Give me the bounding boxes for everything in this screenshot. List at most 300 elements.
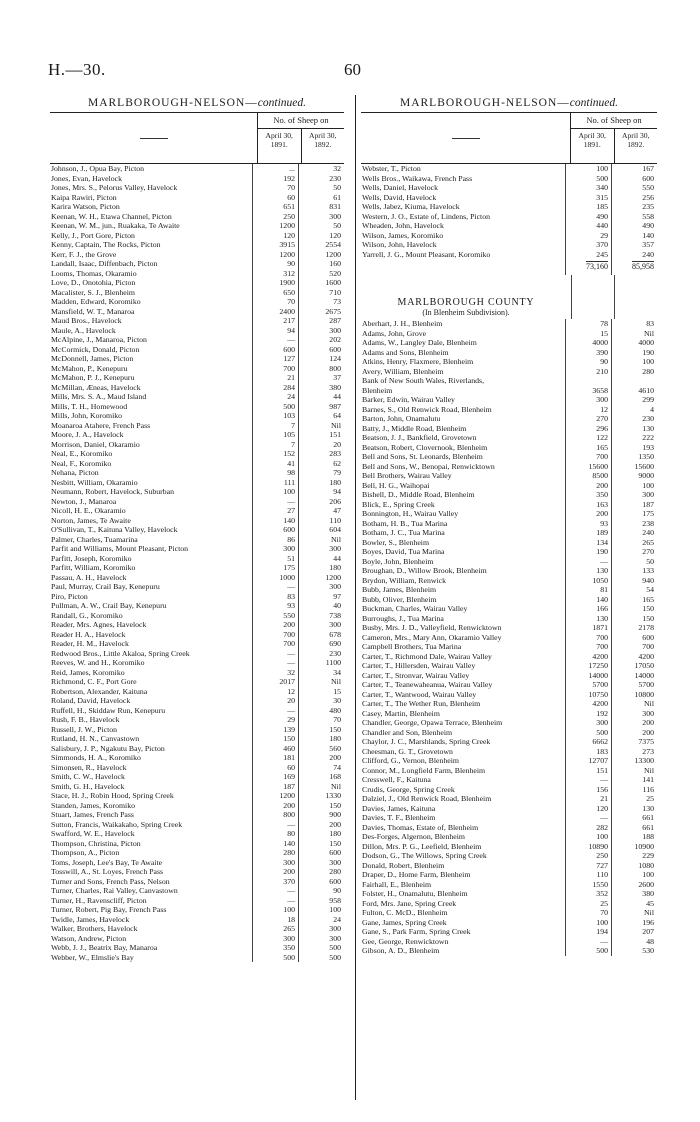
sheep-1891: 800 <box>253 810 299 820</box>
table-row <box>361 231 657 241</box>
sheep-1891: 7 <box>253 440 299 450</box>
sheep-1891: 12 <box>566 405 612 415</box>
table-row <box>361 443 657 453</box>
left-year-1891: April 30, 1891. <box>265 131 293 149</box>
sheep-1892: Nil <box>644 699 654 708</box>
table-row <box>361 661 657 671</box>
sheep-1892: 34 <box>333 667 341 677</box>
sheep-1892: 48 <box>646 936 654 946</box>
sheep-1891: 300 <box>566 718 612 728</box>
owner-name: Barker, Edwin, Wairau Valley <box>361 395 566 405</box>
table-row <box>361 680 657 690</box>
table-row <box>50 364 344 374</box>
sheep-1891: 70 <box>253 183 299 193</box>
sheep-1892: 140 <box>642 230 654 240</box>
table-row <box>50 316 344 326</box>
sheep-1891: 200 <box>253 867 299 877</box>
sheep-1892: Nil <box>331 534 341 544</box>
sheep-1891: 15 <box>566 329 612 339</box>
sheep-1891: 110 <box>566 870 612 880</box>
owner-name: Aberhart, J. H., Blenheim <box>361 319 566 329</box>
sheep-1892: 4610 <box>638 385 654 395</box>
table-row <box>361 937 657 947</box>
owner-name: Adams, W., Langley Dale, Blenheim <box>361 338 566 348</box>
sheep-1892: 207 <box>642 927 654 936</box>
table-row <box>50 278 344 288</box>
table-row <box>50 269 344 279</box>
owner-name: Maud Bros., Havelock <box>50 316 253 326</box>
owner-name: Norton, James, Te Awaite <box>50 516 253 526</box>
sheep-1892: 240 <box>642 249 654 259</box>
sheep-1892: 900 <box>329 810 341 819</box>
table-row <box>361 386 657 396</box>
sheep-1891: 139 <box>253 725 299 735</box>
table-row <box>361 642 657 652</box>
table-row <box>50 953 344 963</box>
owner-name: Tosswill, A., St. Loyes, French Pass <box>50 867 253 877</box>
owner-name: Reader, H. M., Havelock <box>50 639 253 649</box>
sheep-1891: 140 <box>566 595 612 605</box>
table-row <box>50 839 344 849</box>
sheep-1891: 80 <box>253 829 299 839</box>
table-row <box>50 668 344 678</box>
right-table-body-county <box>361 319 657 956</box>
table-row <box>361 424 657 434</box>
table-row <box>50 288 344 298</box>
table-row <box>50 421 344 431</box>
table-row <box>361 528 657 538</box>
table-row <box>361 338 657 348</box>
sheep-1892: 50 <box>333 221 341 230</box>
owner-name: Mills, Mrs. S. A., Maud Island <box>50 392 253 402</box>
table-row <box>361 183 657 193</box>
owner-name: Yarrell, J. G., Mount Pleasant, Koromiko <box>361 250 566 260</box>
owner-name: Simonsen, R., Havelock <box>50 763 253 773</box>
sheep-1892: 273 <box>642 746 654 756</box>
sheep-1891: 122 <box>566 433 612 443</box>
left-year-1892: April 30, 1892. <box>301 129 345 163</box>
owner-name: Busby, Mrs. J. D., Valleyfield, Renwicktown <box>361 623 566 633</box>
sheep-1892: 558 <box>642 211 654 221</box>
sheep-1892: 4200 <box>638 651 654 661</box>
sheep-1892: 74 <box>333 762 341 772</box>
sheep-1892: 380 <box>329 382 341 392</box>
table-row <box>361 633 657 643</box>
table-row <box>50 725 344 735</box>
table-row <box>361 604 657 614</box>
sheep-1891: 1871 <box>566 623 612 633</box>
sheep-1892: 50 <box>333 183 341 192</box>
sheep-1891: 700 <box>566 642 612 652</box>
sheep-1892: 600 <box>642 632 654 642</box>
sheep-1892: 150 <box>329 838 341 848</box>
sheep-1891: 105 <box>253 430 299 440</box>
owner-name: Salisbury, J. P., Ngakutu Bay, Picton <box>50 744 253 754</box>
owner-name: Robertson, Alexander, Kaituna <box>50 687 253 697</box>
sheep-1891: 350 <box>253 943 299 953</box>
owner-name: Smith, G. H., Havelock <box>50 782 253 792</box>
owner-name: Thompson, A., Picton <box>50 848 253 858</box>
sheep-1892: 500 <box>329 952 341 962</box>
table-row <box>361 212 657 222</box>
sheep-1892: 100 <box>642 357 654 366</box>
table-row <box>50 611 344 621</box>
sheep-1892: 90 <box>333 886 341 895</box>
sheep-1891: 700 <box>253 639 299 649</box>
sheep-1892: 150 <box>329 800 341 810</box>
table-row <box>361 794 657 804</box>
owner-name: Buckman, Charles, Wairau Valley <box>361 604 566 614</box>
owner-name: Beatson, Robert, Clovernook, Blenheim <box>361 443 566 453</box>
owner-name: Mansfield, W. T., Manaroa <box>50 307 253 317</box>
right-section-title: MARLBOROUGH-NELSON—continued. <box>399 97 618 109</box>
right-title-suffix: continued. <box>569 97 618 109</box>
owner-name: Gee, George, Renwicktown <box>361 937 566 947</box>
table-row <box>361 652 657 662</box>
sheep-1891: 175 <box>253 563 299 573</box>
table-row <box>50 554 344 564</box>
owner-name: Wilson, James, Koromiko <box>361 231 566 241</box>
sheep-1892: 70 <box>333 715 341 724</box>
sheep-1891: 370 <box>566 240 612 250</box>
owner-name: Carter, T., Stronvar, Wairau Valley <box>361 671 566 681</box>
owner-name: Avery, William, Blenheim <box>361 367 566 377</box>
total-1891: 73,160 <box>586 262 608 271</box>
owner-name: Gane, James, Spring Creek <box>361 918 566 928</box>
table-row <box>50 858 344 868</box>
sheep-1892: 600 <box>329 344 341 354</box>
sheep-1891: 1050 <box>566 576 612 586</box>
sheep-1892: 710 <box>329 287 341 297</box>
sheep-1891: 1200 <box>253 221 299 231</box>
owner-name: Nicoll, H. E., Okaramio <box>50 506 253 516</box>
sheep-1892: 7375 <box>638 737 654 746</box>
owner-name: McDonnell, James, Picton <box>50 354 253 364</box>
sheep-1891: — <box>253 582 299 592</box>
sheep-1891: 15600 <box>566 462 612 472</box>
owner-name: Swafford, W. E., Havelock <box>50 829 253 839</box>
sheep-1891: 250 <box>253 212 299 222</box>
table-row <box>361 547 657 557</box>
owner-name: Parfitt, Joseph, Koromiko <box>50 554 253 564</box>
sheep-1891: 200 <box>566 481 612 491</box>
sheep-1892: 604 <box>329 525 341 534</box>
sheep-1892: 20 <box>333 439 341 449</box>
table-row <box>50 896 344 906</box>
table-row <box>50 544 344 554</box>
table-row <box>50 354 344 364</box>
sheep-1891: 4200 <box>566 652 612 662</box>
sheep-1892: 530 <box>642 946 654 955</box>
sheep-1892: 1080 <box>638 860 654 870</box>
owner-name: Adams and Sons, Blenheim <box>361 348 566 358</box>
owner-name: Karira Watson, Picton <box>50 202 253 212</box>
sheep-1892: Nil <box>331 420 341 430</box>
table-row <box>361 690 657 700</box>
table-row <box>361 832 657 842</box>
table-row <box>361 842 657 852</box>
owner-name: Chaylor, J. C., Marshlands, Spring Creek <box>361 737 566 747</box>
table-row <box>50 497 344 507</box>
owner-name: Carter, T., Richmond Dale, Wairau Valley <box>361 652 566 662</box>
sheep-1892: 79 <box>333 468 341 477</box>
table-row <box>361 376 657 386</box>
sheep-1892: 62 <box>333 458 341 468</box>
sheep-1891: 166 <box>566 604 612 614</box>
sheep-1892: 300 <box>329 582 341 591</box>
sheep-1892: 94 <box>333 487 341 496</box>
sheep-1891: 90 <box>253 259 299 269</box>
sheep-1892: 560 <box>329 743 341 753</box>
owner-name: McMahon, P. J., Kenepuru <box>50 373 253 383</box>
sheep-1892: 700 <box>642 642 654 651</box>
table-row <box>361 927 657 937</box>
owner-name: Macalister, S. J., Blenheim <box>50 288 253 298</box>
table-row <box>50 573 344 583</box>
sheep-1892: 2178 <box>638 623 654 632</box>
table-row <box>50 373 344 383</box>
table-row <box>50 449 344 459</box>
owner-name: Nehana, Picton <box>50 468 253 478</box>
owner-name: Turner and Sons, French Pass, Nelson <box>50 877 253 887</box>
sheep-1892: 490 <box>642 221 654 230</box>
owner-name: Barnes, S., Old Renwick Road, Blenheim <box>361 405 566 415</box>
table-row <box>361 557 657 567</box>
sheep-1892: 480 <box>329 705 341 715</box>
owner-name: Keenan, W. H., Etawa Channel, Picton <box>50 212 253 222</box>
sheep-1892: 45 <box>646 898 654 908</box>
owner-name: O'Sullivan, T., Kaituna Valley, Havelock <box>50 525 253 535</box>
table-row <box>361 595 657 605</box>
owner-name: Keenan, W. M., jun., Ruakaka, Te Awaite <box>50 221 253 231</box>
owner-name: Bell, H. G., Waihopai <box>361 481 566 491</box>
table-row <box>361 623 657 633</box>
table-row <box>361 452 657 462</box>
table-row <box>361 367 657 377</box>
table-row <box>50 658 344 668</box>
owner-name: Russell, J. W., Picton <box>50 725 253 735</box>
sheep-1892: 193 <box>642 442 654 452</box>
sheep-1891: 194 <box>566 927 612 937</box>
table-row <box>50 782 344 792</box>
owner-name: Smith, C. W., Havelock <box>50 772 253 782</box>
sheep-1892: 300 <box>329 924 341 933</box>
table-row <box>50 345 344 355</box>
owner-name: McCormick, Donald, Picton <box>50 345 253 355</box>
sheep-1891: 190 <box>566 547 612 557</box>
table-row <box>50 563 344 573</box>
owner-name: Bell and Sons, W., Benopai, Renwicktown <box>361 462 566 472</box>
table-row <box>50 164 344 174</box>
owner-name: Botham, J. C., Tua Marina <box>361 528 566 538</box>
owner-name: Paul, Murray, Crail Bay, Kenepuru <box>50 582 253 592</box>
table-row <box>50 829 344 839</box>
table-row <box>361 405 657 415</box>
sheep-1891: — <box>253 896 299 906</box>
owner-name: McAlpine, J., Manaroa, Picton <box>50 335 253 345</box>
sheep-1892: 15 <box>333 686 341 696</box>
table-row <box>50 193 344 203</box>
table-row <box>50 231 344 241</box>
sheep-1891: — <box>253 658 299 668</box>
owner-name: Bank of New South Wales, Riverlands, <box>361 376 566 386</box>
table-row <box>50 763 344 773</box>
table-row <box>361 490 657 500</box>
owner-name: Fairhall, E., Blenheim <box>361 880 566 890</box>
sheep-1891: 189 <box>566 528 612 538</box>
owner-name: Broughan, D., Willow Brook, Blenheim <box>361 566 566 576</box>
table-row <box>361 728 657 738</box>
table-row <box>50 383 344 393</box>
sheep-1892: 230 <box>642 414 654 423</box>
sheep-1891: — <box>566 775 612 785</box>
owner-name: Davies, James, Kaituna <box>361 804 566 814</box>
sheep-1892: Nil <box>644 765 654 775</box>
sheep-1892: 83 <box>646 319 654 328</box>
total-1892: 85,958 <box>632 262 654 271</box>
table-row <box>50 487 344 497</box>
table-row <box>361 566 657 576</box>
owner-name: Wells, Daniel, Havelock <box>361 183 566 193</box>
sheep-1892: 206 <box>329 496 341 506</box>
sheep-1891: 103 <box>253 411 299 421</box>
owner-name: Moore, J. A., Havelock <box>50 430 253 440</box>
sheep-1891: — <box>566 557 612 567</box>
sheep-1891: — <box>253 335 299 345</box>
sheep-1891: 156 <box>566 785 612 795</box>
owner-name: Chandler, George, Opawa Terrace, Blenheim <box>361 718 566 728</box>
sheep-1892: 230 <box>329 173 341 183</box>
sheep-1892: 690 <box>329 639 341 648</box>
owner-name: Watson, Andrew, Picton <box>50 934 253 944</box>
sheep-1891: 217 <box>253 316 299 326</box>
sheep-1892: 180 <box>329 563 341 572</box>
sheep-1891: 1000 <box>253 573 299 583</box>
owner-name: Carter, T., The Wether Run, Blenheim <box>361 699 566 709</box>
sheep-1891 <box>566 376 612 386</box>
left-section-title: MARLBOROUGH-NELSON—continued. <box>87 97 306 109</box>
table-row <box>361 756 657 766</box>
table-row <box>50 468 344 478</box>
sheep-1892: 180 <box>329 734 341 743</box>
table-row <box>50 772 344 782</box>
left-title-text: MARLBOROUGH-NELSON <box>87 97 246 109</box>
sheep-1892: 280 <box>329 867 341 876</box>
owner-name: Reid, James, Koromiko <box>50 668 253 678</box>
sheep-1892: 1600 <box>325 278 341 287</box>
owner-name: Turner, Charles, Rai Valley, Canvastown <box>50 886 253 896</box>
table-row <box>361 471 657 481</box>
left-column <box>50 95 344 962</box>
table-row <box>361 481 657 491</box>
owner-name: Wells, David, Havelock <box>361 193 566 203</box>
sheep-1891: 12707 <box>566 756 612 766</box>
sheep-1892: 240 <box>642 528 654 537</box>
sheep-1891: 183 <box>566 747 612 757</box>
sheep-1891: 6662 <box>566 737 612 747</box>
sheep-1892: 64 <box>333 411 341 420</box>
owner-name: Jones, Evan, Havelock <box>50 174 253 184</box>
sheep-1891: — <box>253 820 299 830</box>
sheep-1891: 312 <box>253 269 299 279</box>
sheep-1892: 300 <box>329 933 341 943</box>
sheep-1892: 14000 <box>634 670 654 680</box>
table-row <box>50 250 344 260</box>
sheep-1892: Nil <box>331 677 341 686</box>
right-table-body-top <box>361 164 657 259</box>
sheep-1891: 200 <box>566 509 612 519</box>
sheep-1892: 175 <box>642 509 654 518</box>
sheep-1891: 3658 <box>566 386 612 396</box>
sheep-1892: 299 <box>642 395 654 404</box>
table-row <box>361 908 657 918</box>
sheep-1891: 100 <box>566 918 612 928</box>
sheep-1892: 120 <box>329 230 341 240</box>
sheep-1892: 168 <box>329 772 341 781</box>
sheep-1892: 116 <box>642 784 654 794</box>
owner-name: Rutland, H. N., Canvastown <box>50 734 253 744</box>
sheep-1891: 192 <box>253 174 299 184</box>
sheep-1891: 210 <box>566 367 612 377</box>
sheep-1891: 17250 <box>566 661 612 671</box>
sheep-1891: 130 <box>566 614 612 624</box>
sheep-1891: 727 <box>566 861 612 871</box>
sheep-1892: 550 <box>642 183 654 192</box>
sheep-1891: 32 <box>253 668 299 678</box>
sheep-1892: 661 <box>642 822 654 832</box>
table-row <box>361 747 657 757</box>
table-row <box>50 934 344 944</box>
table-row <box>361 851 657 861</box>
sheep-1891: 150 <box>253 734 299 744</box>
table-row <box>361 861 657 871</box>
sheep-1891: 284 <box>253 383 299 393</box>
table-row <box>50 649 344 659</box>
sheep-1892: 180 <box>329 829 341 838</box>
owner-name: Moanaroa Atahere, French Pass <box>50 421 253 431</box>
sheep-1892: 61 <box>333 192 341 202</box>
owner-name: Beatson, J. J., Bankfield, Grovetown <box>361 433 566 443</box>
owner-name: Boyes, David, Tua Marina <box>361 547 566 557</box>
sheep-1892: 44 <box>333 553 341 563</box>
sheep-1891: 245 <box>566 250 612 260</box>
table-row <box>361 576 657 586</box>
table-row <box>361 519 657 529</box>
sheep-1891: — <box>253 649 299 659</box>
sheep-1892: 300 <box>642 490 654 499</box>
sheep-1892: 200 <box>642 718 654 727</box>
left-name-header <box>50 113 258 163</box>
county-title: MARLBOROUGH COUNTY <box>397 297 535 308</box>
owner-name: Webster, T., Picton <box>361 164 566 174</box>
sheep-1892: 4 <box>650 404 654 414</box>
table-row <box>50 525 344 535</box>
sheep-1892: 600 <box>329 848 341 857</box>
sheep-1891: 600 <box>253 345 299 355</box>
owner-name: Blick, E., Spring Creek <box>361 500 566 510</box>
owner-name: Turner, H., Ravenscliff, Picton <box>50 896 253 906</box>
header-dash <box>140 138 168 139</box>
sheep-1891: 1550 <box>566 880 612 890</box>
sheep-1891: 140 <box>253 516 299 526</box>
sheep-1891: 120 <box>566 804 612 814</box>
owner-name: Reader H. A., Havelock <box>50 630 253 640</box>
sheep-1892: 600 <box>329 876 341 886</box>
owner-name: Kenny, Captain, The Rocks, Picton <box>50 240 253 250</box>
sheep-1892: 100 <box>642 480 654 490</box>
sheep-1891: 250 <box>566 851 612 861</box>
sheep-1892: 200 <box>642 727 654 737</box>
